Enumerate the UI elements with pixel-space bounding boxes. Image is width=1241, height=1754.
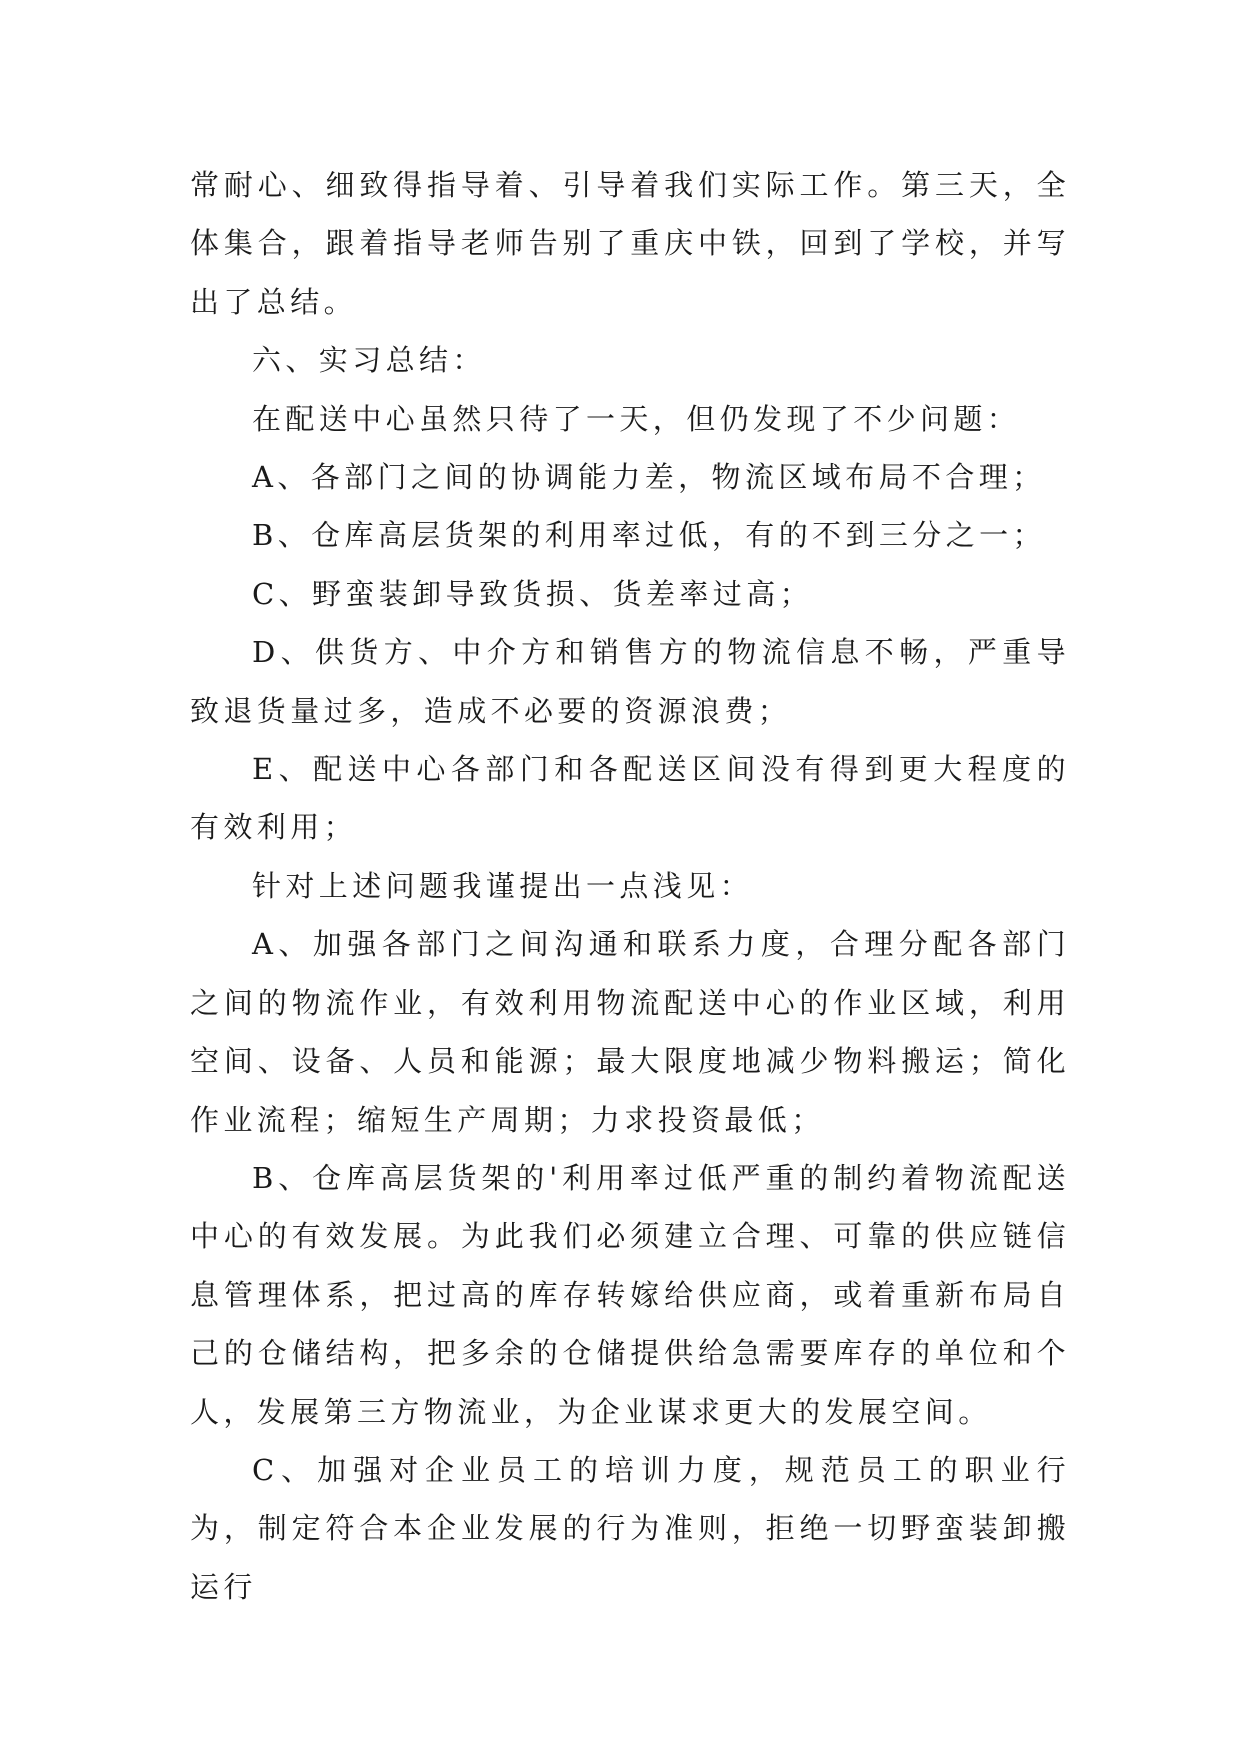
section-heading-internship-summary: 六、实习总结： [252, 343, 486, 378]
problem-item-a: A、各部门之间的协调能力差，物流区域布局不合理； [252, 460, 1046, 495]
suggestion-item-a: A、加强各部门之间沟通和联系力度，合理分配各部门之间的物流作业，有效利用物流配送中心的作业区域，利用空间、设备、人员和能源；最大限度地减少物料搬运；简化作业流程；缩短生产周期；力求投资最低； [190, 927, 1070, 1137]
document-body [190, 156, 1070, 1616]
paragraph-suggestions-intro: 针对上述问题我谨提出一点浅见： [252, 868, 754, 903]
problem-item-d: D、供货方、中介方和销售方的物流信息不畅，严重导致退货量过多，造成不必要的资源浪费； [190, 635, 1070, 728]
suggestion-item-c: C、加强对企业员工的培训力度，规范员工的职业行为，制定符合本企业发展的行为准则，拒绝一切野蛮装卸搬运行 [190, 1452, 1070, 1604]
paragraph-problems-intro: 在配送中心虽然只待了一天，但仍发现了不少问题： [252, 401, 1021, 436]
problem-item-b: B、仓库高层货架的利用率过低，有的不到三分之一； [252, 518, 1046, 553]
paragraph-continuation: 常耐心、细致得指导着、引导着我们实际工作。第三天，全体集合，跟着指导老师告别了重庆中铁，回到了学校，并写出了总结。 [190, 168, 1070, 319]
suggestion-item-b: B、仓库高层货架的'利用率过低严重的制约着物流配送中心的有效发展。为此我们必须建立合理、可靠的供应链信息管理体系，把过高的库存转嫁给供应商，或着重新布局自己的仓储结构，把多余的仓储提供给急需要库存的单位和个人，发展第三方物流业，为企业谋求更大的发展空间。 [190, 1160, 1070, 1429]
problem-item-e: E、配送中心各部门和各配送区间没有得到更大程度的有效利用； [190, 752, 1070, 845]
problem-item-c: C、野蛮装卸导致货损、货差率过高； [252, 576, 813, 611]
